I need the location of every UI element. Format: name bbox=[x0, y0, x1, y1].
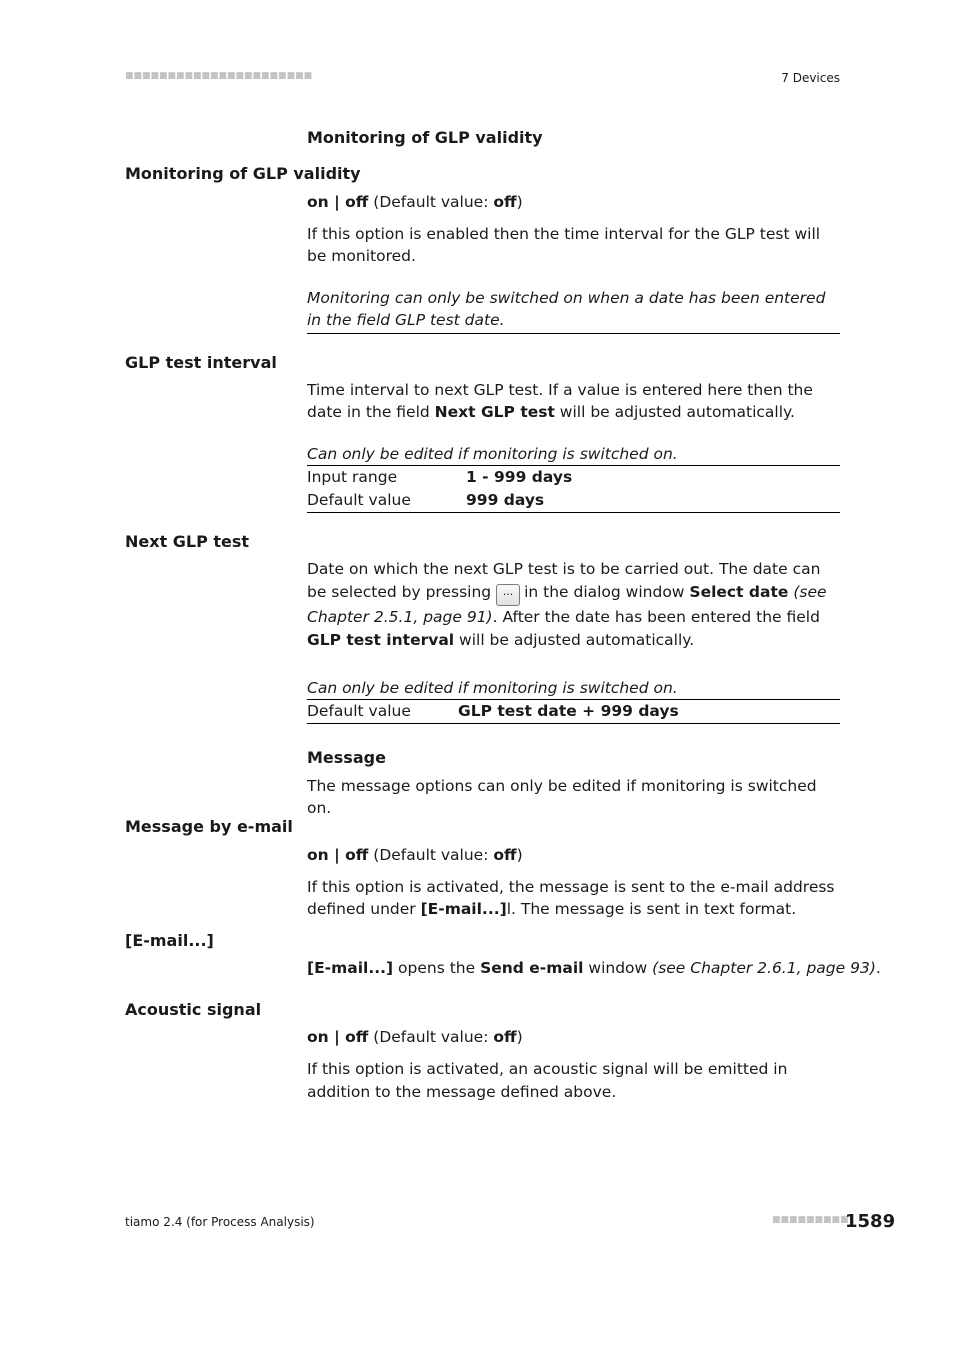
next-test-label: Next GLP test bbox=[125, 532, 250, 551]
email-button-desc-2: window bbox=[583, 959, 653, 977]
email-onoff: on | off bbox=[307, 846, 369, 864]
default-prefix: (Default value: bbox=[368, 846, 494, 864]
email-label: Message by e-mail bbox=[125, 817, 293, 836]
next-test-desc-bold-1: Select date bbox=[689, 583, 789, 601]
interval-desc-1: Time interval to next GLP test. If a value is entered here then the date in the field bbox=[307, 381, 813, 421]
table-key: Default value bbox=[307, 491, 411, 509]
default-prefix: (Default value: bbox=[368, 193, 494, 211]
monitoring-description: If this option is enabled then the time interval for the GLP test will be monitored. bbox=[307, 225, 821, 265]
email-default-value: off bbox=[493, 846, 517, 864]
default-suffix: ) bbox=[516, 846, 523, 864]
next-test-desc-bold-2: GLP test interval bbox=[307, 631, 455, 649]
message-description: The message options can only be edited if monitoring is switched on. bbox=[307, 777, 817, 817]
default-suffix: ) bbox=[516, 1028, 523, 1046]
email-button-label: [E-mail...] bbox=[125, 931, 214, 950]
email-desc-1: If this option is activated, the message is sent to the e-mail address defined under bbox=[307, 878, 835, 918]
acoustic-default-value: off bbox=[493, 1028, 517, 1046]
email-description bbox=[307, 876, 840, 920]
next-test-desc-1: Date on which the next GLP test is to be carried out. The date can be selected by pressing bbox=[307, 560, 821, 601]
default-suffix: ) bbox=[516, 193, 523, 211]
monitoring-onoff: on | off bbox=[307, 193, 369, 211]
next-test-note: Can only be edited if monitoring is switched on. bbox=[307, 677, 840, 700]
date-picker-button[interactable]: ... bbox=[496, 584, 520, 606]
interval-description bbox=[307, 379, 840, 423]
default-prefix: (Default value: bbox=[368, 1028, 494, 1046]
footer-decoration: ■■■■■■■■■ bbox=[772, 1215, 849, 1225]
table-value: 1 - 999 days bbox=[466, 468, 573, 486]
email-button-desc-bold-2: Send e-mail bbox=[480, 959, 584, 977]
table-value: 999 days bbox=[466, 491, 545, 509]
interval-table-row bbox=[307, 489, 840, 513]
next-test-table-row bbox=[307, 700, 840, 724]
monitoring-label: Monitoring of GLP validity bbox=[125, 164, 361, 183]
header-decoration: ■■■■■■■■■■■■■■■■■■■■■■ bbox=[125, 71, 313, 81]
header-chapter: 7 Devices bbox=[781, 71, 840, 85]
table-value: GLP test date + 999 days bbox=[458, 702, 679, 720]
email-button-description bbox=[307, 957, 881, 979]
acoustic-onoff: on | off bbox=[307, 1028, 369, 1046]
next-test-desc-ital: (see Chapter 2.5.1, page 91) bbox=[307, 583, 827, 626]
next-test-desc-4: will be adjusted automatically. bbox=[454, 631, 695, 649]
acoustic-onoff-line bbox=[307, 1026, 840, 1048]
next-test-desc-2: in the dialog window bbox=[524, 583, 690, 601]
message-heading: Message bbox=[307, 748, 386, 767]
email-button-desc-3: . bbox=[875, 959, 881, 977]
interval-label: GLP test interval bbox=[125, 353, 277, 372]
email-desc-bold: [E-mail...] bbox=[420, 900, 507, 918]
footer-product: tiamo 2.4 (for Process Analysis) bbox=[125, 1215, 315, 1229]
table-key: Input range bbox=[307, 468, 398, 486]
acoustic-label: Acoustic signal bbox=[125, 1000, 262, 1019]
monitoring-default-value: off bbox=[493, 193, 517, 211]
monitoring-onoff-line bbox=[307, 191, 840, 213]
email-button-desc-1: opens the bbox=[393, 959, 481, 977]
interval-table-row bbox=[307, 466, 840, 489]
section-title: Monitoring of GLP validity bbox=[307, 128, 543, 147]
next-test-desc-3: . After the date has been entered the field bbox=[492, 608, 820, 626]
email-button-desc-ital: (see Chapter 2.6.1, page 93) bbox=[652, 959, 876, 977]
interval-note: Can only be edited if monitoring is switched on. bbox=[307, 443, 840, 466]
email-desc-2: l. The message is sent in text format. bbox=[506, 900, 797, 918]
table-key: Default value bbox=[307, 702, 411, 720]
interval-desc-bold: Next GLP test bbox=[434, 403, 555, 421]
email-button-desc-bold-1: [E-mail...] bbox=[307, 959, 394, 977]
email-onoff-line bbox=[307, 844, 840, 866]
page-number: 1589 bbox=[845, 1211, 896, 1232]
monitoring-note: Monitoring can only be switched on when a date has been entered in the field GLP test date. bbox=[307, 287, 840, 334]
acoustic-description: If this option is activated, an acoustic signal will be emitted in addition to the message defined above. bbox=[307, 1060, 788, 1101]
next-test-description bbox=[307, 558, 840, 652]
interval-desc-2: will be adjusted automatically. bbox=[554, 403, 795, 421]
